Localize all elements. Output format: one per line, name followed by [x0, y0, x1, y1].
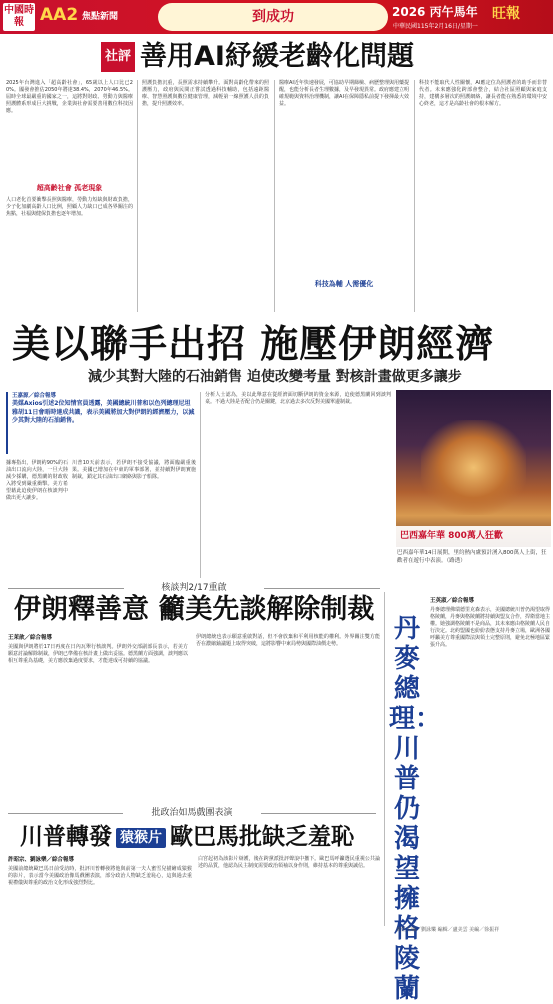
- editorial-seal: 社評: [101, 42, 135, 72]
- editorial-section: [0, 36, 553, 318]
- photo-tag: 巴西嘉年華 800萬人狂歡: [396, 526, 551, 547]
- iran-paragraph: 伊朗總統也表示願意重啟對話，但不會放棄和平利用核能的權利。外界關注雙方能否在濃縮鈾議題上取得突破，這將影響中東局勢與國際油價走勢。: [196, 634, 380, 647]
- lead-summary-box: [6, 392, 196, 454]
- lead-deck: 減少其對大陸的石油銷售 迫使改變考量 對核計畫做更多讓步: [88, 369, 462, 385]
- lead-headline: 美以聯手出招 施壓伊朗經濟: [12, 322, 495, 366]
- iran-section-label: 核談判2/17重啟: [0, 581, 388, 595]
- editorial-headline: 善用AI紓緩老齡化問題: [140, 41, 414, 72]
- trump-byline: 許昭宗、劉詠樂／綜合報導: [8, 857, 75, 863]
- lead-story: [0, 318, 553, 583]
- iran-headline: 伊朗釋善意 籲美先談解除制裁: [14, 594, 375, 625]
- editorial-column-4: [419, 80, 547, 312]
- masthead: [0, 0, 553, 34]
- trump-paragraph: 美國前總統歐巴馬日前受訪時，批評川普轉發將他與前第一夫人蜜雪兒描繪成猿猴的影片，表示當今美國政治像馬戲團表演，部分政治人物缺乏羞恥心，這與過去重視禮儀與尊重的政治文化形成強烈對比。: [8, 866, 192, 886]
- editorial-paragraph: 科技不能取代人性關懷，AI應定位為照護者的助手而非替代者。未來應強化跨部會整合，結合社區照顧與家庭支持，建構多層次的照護網絡，讓長者能在熟悉的環境中安心終老，這才是高齡社會的根本解方。: [419, 80, 547, 107]
- lead-paragraph: 分析人士認為，美以此舉意在從經濟面切斷伊朗的資金來源，迫使德黑蘭回到談判桌。不過大陸是否配合仍是關鍵，北京過去多次反對美國單邊制裁。: [205, 392, 391, 405]
- lead-paragraph: 川普10天前表示，若伊朗不接受協議，將面臨嚴重後果。美國已增加在中東的軍事部署，並持續對伊朗實施制裁，鎖定其石油出口網絡與影子船隊。: [72, 460, 196, 480]
- trump-headline-chip: 猿猴片: [116, 828, 166, 848]
- denmark-paragraph: 丹麥總理佛瑞德里克森表示，美國總統川普仍渴望取得格陵蘭，丹麥與格陵蘭將持續與盟友合作，捍衛當地主權。她強調格陵蘭不是商品，其未來應由格陵蘭人民自行決定。北約盟國也紛紛表態支持丹麥立場，歐洲各國呼籲美方尊重國際法與領土完整原則，避免北極地區緊張升高。: [430, 607, 551, 648]
- iran-byline: 王茉歆／綜合報導: [8, 635, 53, 641]
- carnival-photo: [396, 390, 551, 547]
- lead-byline: 王嘉源／綜合報導: [12, 393, 57, 399]
- lead-column-1: [6, 460, 68, 578]
- trump-headline-part-2: 歐巴馬批缺乏羞恥: [170, 824, 354, 850]
- page-number: AA2: [40, 5, 79, 25]
- editorial-paragraph: 照護負擔沉重，長照需求持續攀升。面對高齡化帶來的照護壓力，政府與民間正嘗試透過科技輔助，包括遠距醫療、智慧照護與數位健康管理，減輕第一線照護人員的負擔，提升照護效率。: [142, 80, 269, 107]
- lead-column-3: [205, 392, 391, 578]
- newspaper-logo: 中國時報: [3, 3, 35, 31]
- iran-paragraph: 美國與伊朗將於17日再度在日內瓦舉行核談判。伊朗外交部副部長表示，若美方願意討論解除制裁，伊朗已準備在核計畫上做出妥協。德黑蘭方面強調，談判應以相互尊重為基礎，美方應放棄過度要求，才能達成可持續的協議。: [8, 644, 189, 664]
- section-name: 焦點新聞: [82, 12, 119, 22]
- editorial-column-3: [279, 80, 409, 312]
- editorial-paragraph: 2025年台灣進入「超高齡社會」，65歲以上人口比已20%。國發會推估2050年將達38.4%，2070年46.5%。屆時全球最嚴重的國家之一，這將對財政、勞動力與醫療照護體系形成巨大挑戰，企業與社會需要善用數位科技因應。: [6, 80, 133, 114]
- page-credits: 責任主編／劉詠樂 編輯／盧美雲 美編／徐振祥: [396, 927, 500, 933]
- new-year-banner: 到成功: [158, 3, 388, 31]
- parade-float-graphic: [421, 420, 526, 515]
- lead-summary: 美媒Axios引述2位知情官員透露，美國總統川普和以色列總理尼坦雅胡11日會晤時達成共識，表示美國將加大對伊朗的經濟壓力，以減少其對大陸的石油銷售。: [12, 400, 195, 424]
- trump-paragraph: 白宮起初為該影片辯護，後在跨黨派批評聲浪中撤下。歐巴馬呼籲選民重視公共論述的品質，他認為民主制度需要政治領袖以身作則，維持基本的尊重與誠信。: [198, 856, 380, 869]
- editorial-paragraph: 醫療AI近年快速發展，可協助早期篩檢、病歷整理與用藥提醒，也能分析長者生理數據，及早發現異常。政府應建立明確規範與資料治理機制，讓AI在保障隱私前提下發揮最大效益。: [279, 80, 410, 107]
- lead-column-2: [72, 460, 196, 578]
- trump-headline: [20, 822, 354, 852]
- trump-section-label: 批政治如馬戲團表演: [0, 806, 384, 820]
- trump-headline-part-1: 川普轉發: [20, 824, 112, 850]
- editorial-column-1: [6, 80, 133, 312]
- editorial-subhead: 超高齡社會 孤老現象: [36, 184, 103, 192]
- editorial-subhead: 科技為輔 人需優化: [314, 280, 374, 288]
- denmark-vertical-headline: 丹麥總理：川普仍渴望擁格陵蘭: [389, 614, 442, 1004]
- brand-logo: 旺報: [492, 6, 520, 22]
- issue-date: 中華民國115年2月16日/星期一: [393, 23, 478, 30]
- editorial-paragraph: 人口老化首要衝擊長照與醫療，勞動力短缺與財政負擔，少子化加劇高齡人口比例，照顧人力缺口已成各界關注的焦點，社福與健保負擔也逐年增加。: [6, 197, 133, 217]
- denmark-byline: 王英淑／綜合報導: [430, 598, 475, 604]
- lead-paragraph: 據專指出，伊朗約90%的石油出口流向大陸，一旦大陸減少採購，德黑蘭的財政收入將受到嚴重衝擊。美方希望藉此迫使伊朗在核談判中做出更大讓步。: [6, 460, 68, 501]
- photo-caption: 巴西嘉年華14日展開，里約熱內盧預計湧入800萬人上街，狂歡者在遊行中表演。（路透）: [397, 550, 547, 564]
- lunar-year: 2026 丙午馬年: [392, 5, 478, 19]
- editorial-column-2: [142, 80, 269, 312]
